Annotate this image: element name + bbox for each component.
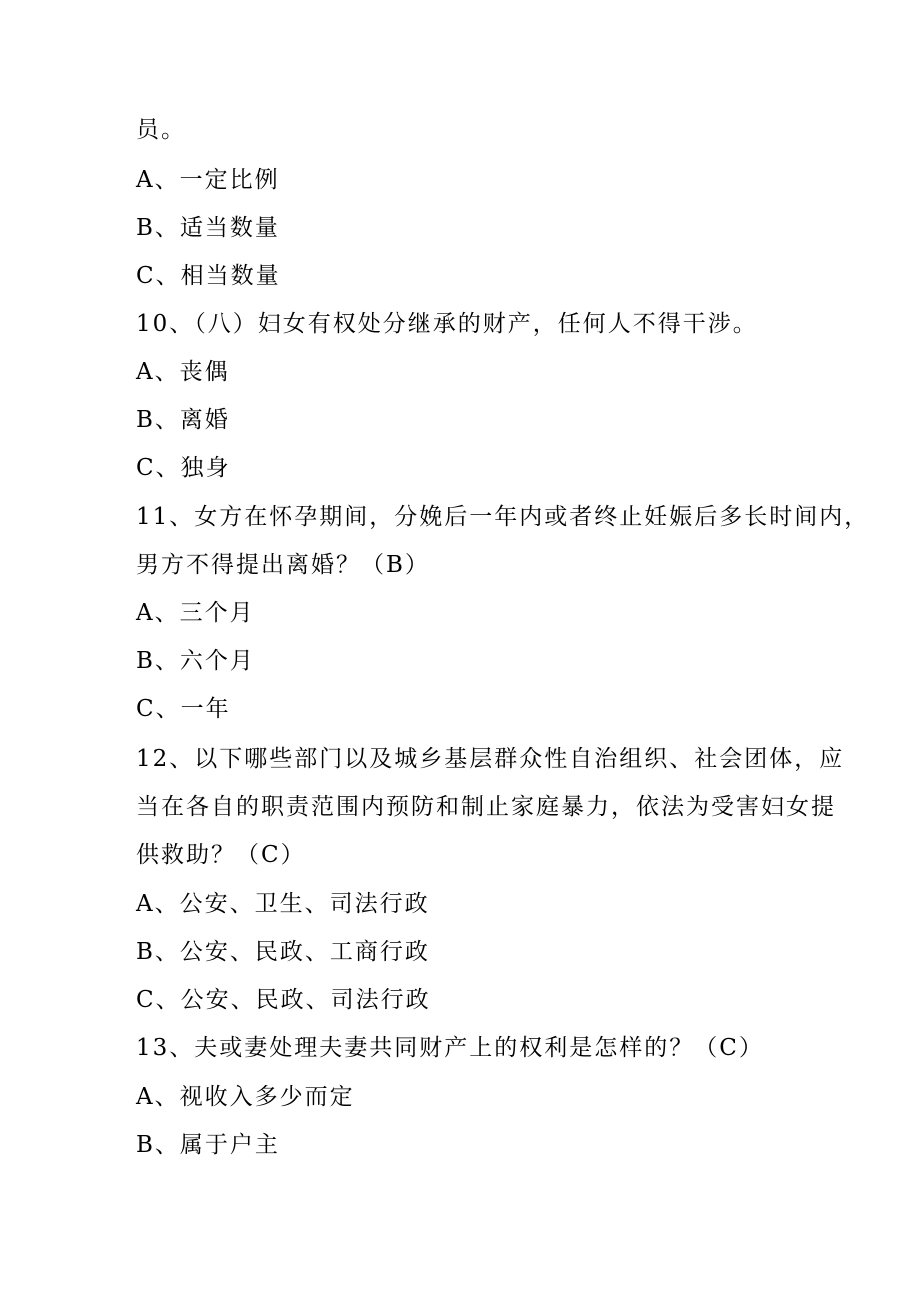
q10-option-a: A、丧偶 (136, 359, 230, 385)
question-13: 13、夫或妻处理夫妻共同财产上的权利是怎样的？（C） (136, 1035, 764, 1061)
q12-option-b: B、公安、民政、工商行政 (136, 939, 430, 965)
question-12-line-3: 供救助？（C） (136, 842, 306, 868)
q13-option-a: A、视收入多少而定 (136, 1084, 355, 1110)
question-12-line-1: 12、以下哪些部门以及城乡基层群众性自治组织、社会团体，应 (136, 746, 845, 772)
q9-option-c: C、相当数量 (136, 263, 281, 289)
q11-option-a: A、三个月 (136, 600, 255, 626)
q10-option-c: C、独身 (136, 455, 231, 481)
q12-option-c: C、公安、民政、司法行政 (136, 987, 431, 1013)
q12-option-a: A、公安、卫生、司法行政 (136, 891, 430, 917)
q9-option-b: B、适当数量 (136, 215, 280, 241)
q13-option-b: B、属于户主 (136, 1132, 280, 1158)
question-11-line-2: 男方不得提出离婚？（B） (136, 552, 430, 578)
question-12-line-2: 当在各自的职责范围内预防和制止家庭暴力，依法为受害妇女提 (136, 794, 836, 820)
q11-option-c: C、一年 (136, 696, 231, 722)
question-9-continuation: 员。 (136, 117, 186, 143)
q9-option-a: A、一定比例 (136, 167, 280, 193)
question-10: 10、（八）妇女有权处分继承的财产，任何人不得干涉。 (136, 311, 758, 337)
question-11-line-1: 11、女方在怀孕期间，分娩后一年内或者终止妊娠后多长时间内， (136, 504, 870, 530)
q10-option-b: B、离婚 (136, 407, 230, 433)
q11-option-b: B、六个月 (136, 648, 255, 674)
